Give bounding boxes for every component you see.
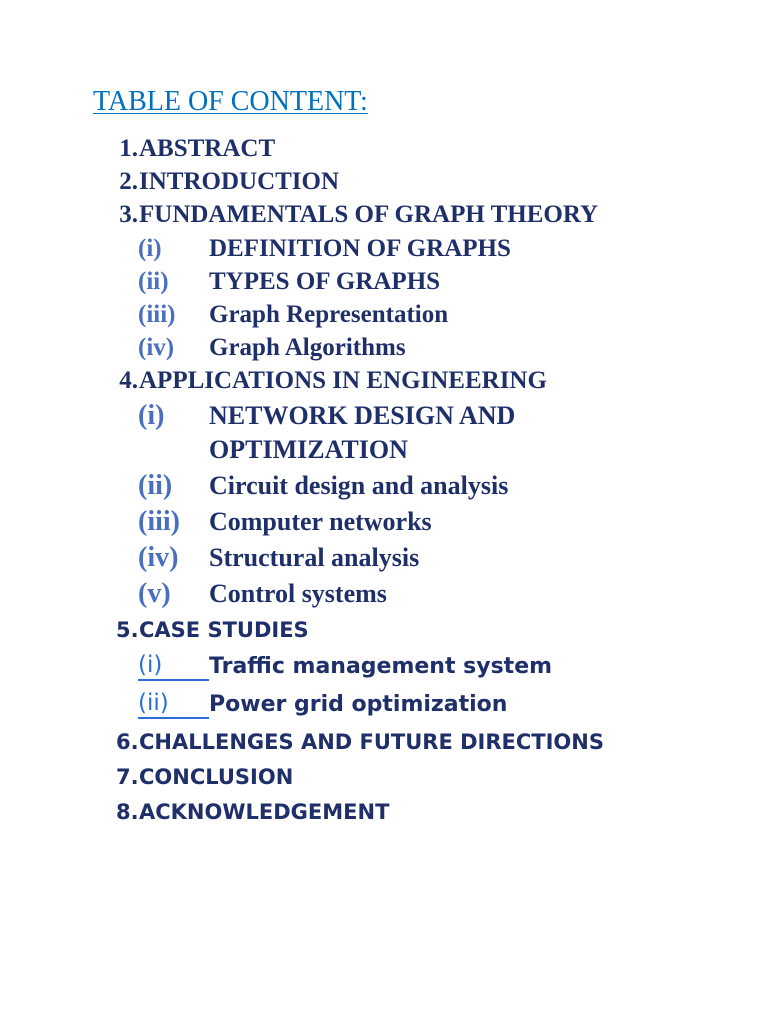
item-label: CONCLUSION [139, 765, 294, 789]
subitem-label: Graph Representation [209, 301, 449, 328]
subitem-label: Circuit design and analysis [209, 471, 509, 500]
subitem-label: Traffic management system [209, 654, 553, 679]
item-label: ABSTRACT [139, 135, 276, 162]
item-label: APPLICATIONS IN ENGINEERING [139, 367, 547, 394]
subitem-numeral: (iii) [138, 506, 180, 537]
item-label: ACKNOWLEDGEMENT [139, 800, 390, 824]
subitem-numeral: (iii) [138, 301, 176, 328]
toc-title: TABLE OF CONTENT: [93, 86, 368, 117]
item-number: 4. [119, 367, 138, 394]
item-number: 1. [119, 135, 138, 162]
subitem-numeral: (i) [138, 235, 162, 262]
item-number: 5. [116, 618, 139, 642]
item-label: CASE STUDIES [139, 618, 309, 642]
item-number: 2. [119, 168, 138, 195]
item-number: 8. [116, 800, 139, 824]
subitem-label: Control systems [209, 579, 387, 608]
item-label: FUNDAMENTALS OF GRAPH THEORY [139, 201, 599, 228]
subitem-numeral: (ii) [138, 268, 169, 295]
subitem-label: TYPES OF GRAPHS [209, 268, 441, 295]
subitem-numeral: (ii) [138, 470, 173, 501]
item-number: 7. [116, 765, 139, 789]
subitem-numeral: (ii) [138, 689, 209, 719]
item-number: 6. [116, 730, 139, 754]
subitem-label: Graph Algorithms [209, 334, 406, 361]
subitem-numeral: (v) [138, 578, 171, 609]
subitem-label: NETWORK DESIGN AND [209, 401, 516, 430]
subitem-label: OPTIMIZATION [209, 435, 408, 464]
subitem-numeral: (iv) [138, 334, 175, 361]
subitem-numeral: (i) [138, 651, 209, 681]
item-label: CHALLENGES AND FUTURE DIRECTIONS [139, 730, 604, 754]
item-label: INTRODUCTION [139, 168, 340, 195]
subitem-label: Power grid optimization [209, 692, 508, 717]
subitem-numeral: (iv) [138, 542, 179, 573]
item-number: 3. [119, 201, 138, 228]
subitem-numeral: (i) [138, 400, 165, 431]
subitem-label: Structural analysis [209, 543, 420, 572]
subitem-label: DEFINITION OF GRAPHS [209, 235, 511, 262]
subitem-label: Computer networks [209, 507, 432, 536]
